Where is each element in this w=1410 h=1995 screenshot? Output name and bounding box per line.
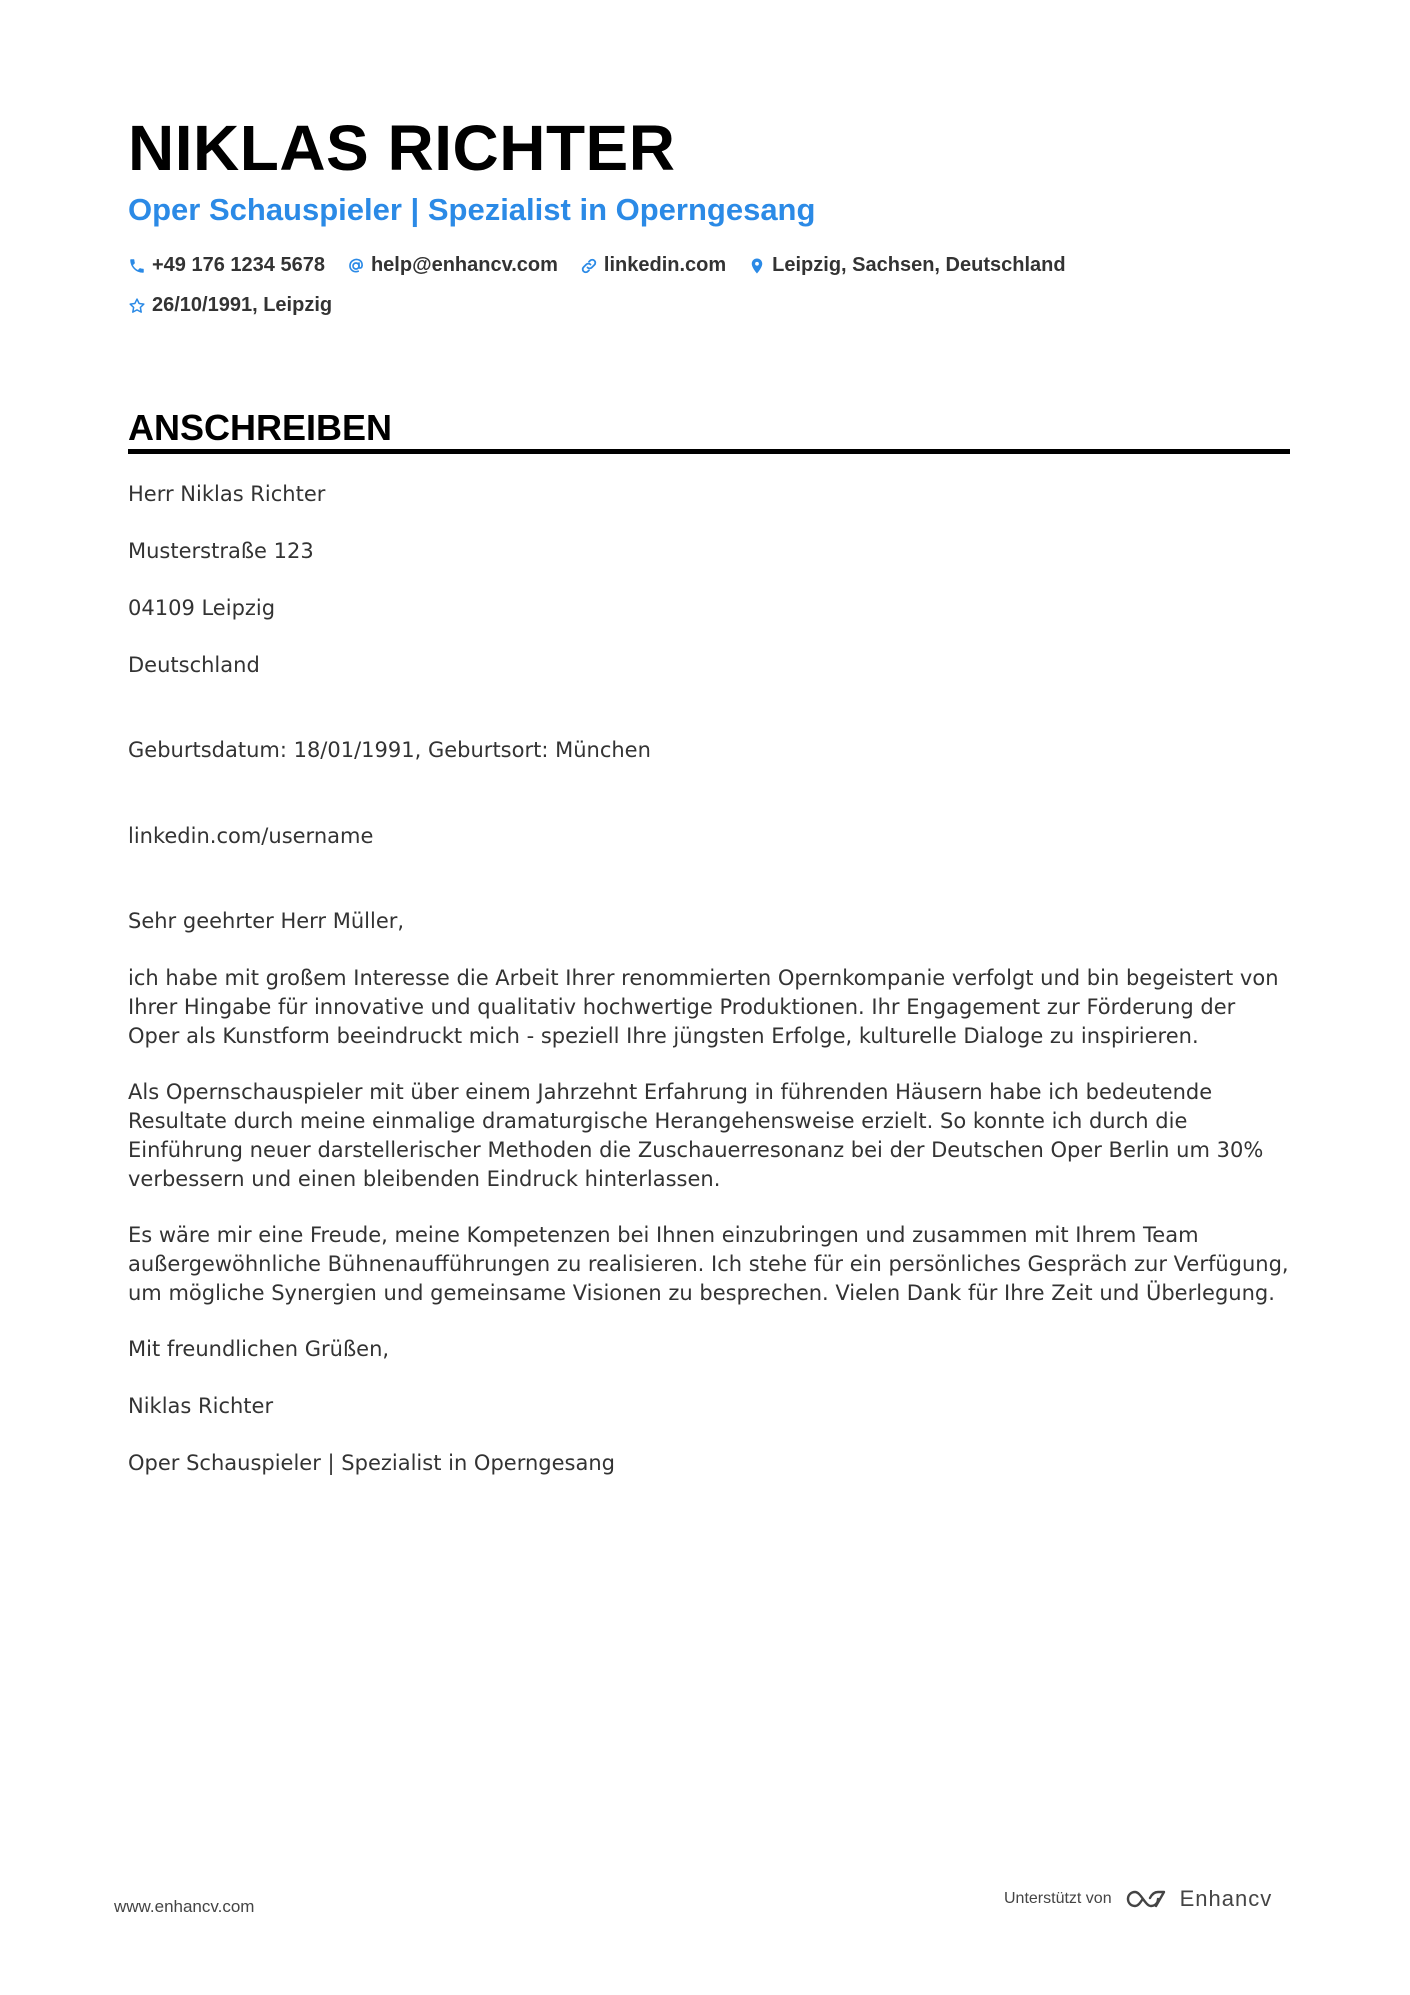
at-icon (347, 257, 365, 275)
recipient-name: Herr Niklas Richter (128, 482, 326, 506)
powered-by-label: Unterstützt von (1004, 1890, 1112, 1907)
contact-phone[interactable] (128, 254, 325, 277)
birth-info: Geburtsdatum: 18/01/1991, Geburtsort: München (128, 738, 651, 762)
letter-paragraph: Es wäre mir eine Freude, meine Kompetenzen bei Ihnen einzubringen und zusammen mit Ihrem Team außergewöhnliche Bühnenaufführungen zu realisieren. Ich stehe für ein persönliches Gespräch zur Verfügung, um mögliche Synergien und gemeinsame Visionen zu besprechen. Vielen Dank für Ihre Zeit und Überlegung. (128, 1223, 1289, 1305)
recipient-street: Musterstraße 123 (128, 539, 314, 563)
phone-text: +49 176 1234 5678 (152, 254, 325, 276)
contact-row-2 (128, 294, 354, 317)
email-text: help@enhancv.com (370, 254, 558, 276)
profile-link[interactable]: linkedin.com/username (128, 824, 374, 848)
phone-icon (128, 257, 146, 275)
salutation: Sehr geehrter Herr Müller, (128, 909, 405, 933)
signature-title: Oper Schauspieler | Spezialist in Operngesang (128, 1451, 615, 1475)
link-icon (580, 257, 598, 275)
closing: Mit freundlichen Grüßen, (128, 1337, 390, 1361)
linkedin-text: linkedin.com (603, 254, 727, 276)
section-title: ANSCHREIBEN (128, 407, 393, 448)
brand-name: Enhancv (1179, 1886, 1273, 1911)
section-divider (128, 449, 1290, 454)
birth-text: 26/10/1991, Leipzig (152, 294, 333, 316)
candidate-title: Oper Schauspieler | Spezialist in Operngesang (128, 192, 816, 227)
star-icon (128, 297, 146, 315)
recipient-city: 04109 Leipzig (128, 596, 276, 620)
location-text: Leipzig, Sachsen, Deutschland (772, 254, 1066, 276)
location-pin-icon (748, 257, 766, 275)
contact-location (748, 254, 1065, 277)
footer-branding[interactable] (1004, 1886, 1272, 1912)
letter-paragraph: ich habe mit großem Interesse die Arbeit Ihrer renommierten Opernkompanie verfolgt und bin begeistert von Ihrer Hingabe für innovative und qualitativ hochwertige Produktionen. Ihr Engagement zur Förderung der Oper als Kunstform beeindruckt mich - speziell Ihre jüngsten Erfolge, kulturelle Dialoge zu inspirieren. (128, 966, 1279, 1048)
candidate-name: NIKLAS RICHTER (128, 112, 676, 184)
contact-email[interactable] (347, 254, 558, 277)
signature-name: Niklas Richter (128, 1394, 274, 1418)
letter-paragraph: Als Opernschauspieler mit über einem Jahrzehnt Erfahrung in führenden Häusern habe ich bedeutende Resultate durch meine einmalige dramaturgische Herangehensweise erzielt. So konnte ich durch die Einführung neuer darstellerischer Methoden die Zuschauerresonanz bei der Deutschen Oper Berlin um 30% verbessern und einen bleibenden Eindruck hinterlassen. (128, 1080, 1264, 1191)
recipient-country: Deutschland (128, 653, 260, 677)
footer-website[interactable]: www.enhancv.com (114, 1897, 255, 1916)
contact-linkedin[interactable] (580, 254, 726, 277)
contact-birth (128, 294, 332, 317)
contact-row (128, 254, 1088, 277)
enhancv-logo-icon (1124, 1886, 1168, 1912)
